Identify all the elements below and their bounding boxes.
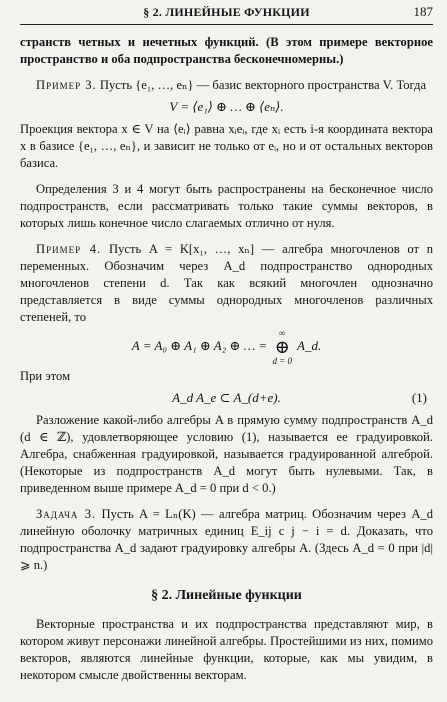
example-4-paragraph xyxy=(20,241,433,326)
section-title: § 2. Линейные функции xyxy=(151,588,302,603)
grading-paragraph: Разложение какой-либо алгебры A в прямую сумму подпространств A_d (d ∈ ℤ), удовлетворяющее условию (1), называется ее градуировкой. Алгебра, снабженная градуировкой, называется градуированной алгеброй. (Некоторые из подпространств A_d могут быть нулевыми. Так, в приведенном выше примере A_d = 0 при d < 0.) xyxy=(20,413,433,495)
direct-sum-symbol xyxy=(272,328,292,366)
sum-upper-limit: ∞ xyxy=(279,328,286,338)
example-4-formula-right: A_d. xyxy=(297,337,322,353)
continuation-paragraph: странств четных и нечетных функций. (В этом примере векторное пространство и оба подпространства бесконечномерны.) xyxy=(20,35,433,66)
problem-3-text: Пусть A = Lₙ(K) — алгебра матриц. Обозначим через A_d линейную оболочку матричных единиц E_ij с j − i = d. Доказать, что подпространства A_d задают градуировку алгебры A. (Здесь A_d = 0 при |d| ⩾ n.) xyxy=(20,507,434,572)
sum-lower-limit: d = 0 xyxy=(272,356,293,366)
example-3-paragraph xyxy=(20,77,433,94)
example-4-text: Пусть A = K[x₁, …, xₙ] — алгебра многочленов от n переменных. Обозначим через A_d подпространство однородных многочленов степени d. Так как всякий многочлен однозначно представляется в виде суммы однородных многочленов различных степеней, то xyxy=(20,242,434,324)
running-title: § 2. ЛИНЕЙНЫЕ ФУНКЦИИ xyxy=(143,5,310,19)
intro-paragraph: Векторные пространства и их подпространства представляют мир, в котором живут персонажи линейной алгебры. Простейшими из них, помимо векторов, являются линейные функции, которые, как мы увидим, в некотором смысле двойственны векторам. xyxy=(20,617,433,682)
problem-3-label: Задача 3. xyxy=(36,507,97,521)
example-4-label: Пример 4. xyxy=(36,242,102,256)
example-3-formula: V = ⟨e₁⟩ ⊕ … ⊕ ⟨eₙ⟩. xyxy=(169,99,284,114)
example-3-text: Пусть {e₁, …, eₙ} — базис векторного пространства V. Тогда xyxy=(99,78,427,92)
formula-1-body: A_d A_e ⊂ A_(d+e). xyxy=(172,390,281,405)
example-4-formula-left: A = A₀ ⊕ A₁ ⊕ A₂ ⊕ … = xyxy=(131,337,268,353)
definitions-paragraph: Определения 3 и 4 могут быть распространены на бесконечное число подпространств, если рассматривать только такие суммы векторов, в которых лишь конечное число слагаемых отлично от нуля. xyxy=(20,182,433,230)
example-3-label: Пример 3. xyxy=(36,78,97,92)
problem-3-paragraph xyxy=(20,506,433,574)
page-number: 187 xyxy=(413,4,433,19)
page-header xyxy=(20,0,433,25)
at-this-line: При этом xyxy=(20,369,71,383)
projection-paragraph: Проекция вектора x ∈ V на ⟨eᵢ⟩ равна xᵢeᵢ, где xᵢ есть i-я координата вектора x в базисе {e₁, …, eₙ}, и зависит не только от eᵢ, но и от остальных векторов базиса. xyxy=(20,122,433,170)
formula-1-number: (1) xyxy=(411,390,427,405)
sum-operator: ⊕ xyxy=(274,337,290,357)
example-4-formula xyxy=(20,328,433,366)
formula-1 xyxy=(20,388,433,408)
